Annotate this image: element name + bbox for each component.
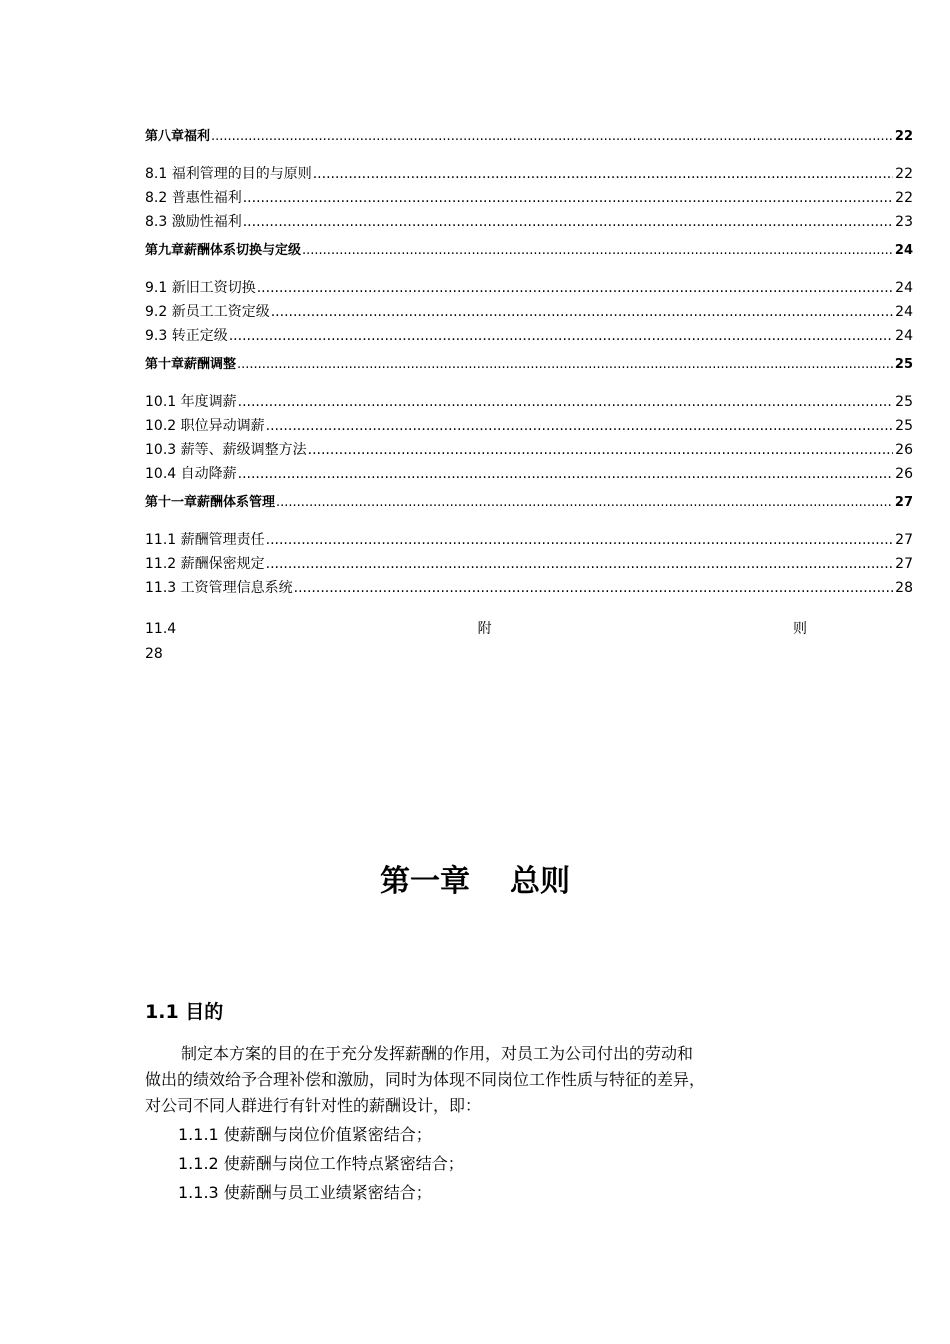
toc-entry-title: 薪酬保密规定 bbox=[180, 556, 265, 572]
toc-chapter-entry[interactable] bbox=[145, 354, 913, 376]
toc-entry[interactable] bbox=[145, 414, 913, 438]
toc-chapter-entry[interactable] bbox=[145, 126, 913, 148]
toc-page-number: 24 bbox=[895, 328, 913, 344]
section-heading: 1.1 目的 bbox=[145, 1001, 224, 1023]
toc-leader-dots bbox=[302, 240, 893, 262]
toc-chapter-title: 第十一章薪酬体系管理 bbox=[145, 495, 276, 510]
toc-entry-number: 11.3 bbox=[145, 580, 177, 596]
toc-page-number: 22 bbox=[894, 129, 913, 144]
toc-entry-title: 职位异动调薪 bbox=[180, 418, 265, 434]
toc-entry-number: 8.3 bbox=[145, 214, 168, 230]
toc-page-number: 22 bbox=[895, 190, 913, 206]
toc-entry-justified[interactable] bbox=[145, 617, 807, 641]
list-item: 1.1.1 使薪酬与岗位价值紧密结合； bbox=[178, 1125, 432, 1144]
toc-page-number: 23 bbox=[895, 214, 913, 230]
toc-page-number: 24 bbox=[895, 280, 913, 296]
table-of-contents bbox=[145, 126, 913, 600]
toc-page-number: 22 bbox=[895, 166, 913, 182]
toc-page-number: 26 bbox=[895, 442, 913, 458]
toc-leader-dots bbox=[238, 462, 894, 486]
chapter-heading-number: 第一章 bbox=[380, 864, 470, 899]
toc-entry-number: 11.1 bbox=[145, 532, 177, 548]
toc-entry-title: 自动降薪 bbox=[180, 466, 237, 482]
toc-entry[interactable] bbox=[145, 210, 913, 234]
toc-page-number: 27 bbox=[895, 532, 913, 548]
toc-entry-title-char: 附 bbox=[477, 621, 492, 637]
toc-entry[interactable] bbox=[145, 186, 913, 210]
paragraph-line: 制定本方案的目的在于充分发挥薪酬的作用，对员工为公司付出的劳动和 bbox=[181, 1044, 694, 1063]
toc-page-number: 28 bbox=[145, 646, 163, 662]
toc-leader-dots bbox=[238, 390, 894, 414]
toc-entry-number: 10.3 bbox=[145, 442, 177, 458]
toc-entry-number: 9.1 bbox=[145, 280, 168, 296]
toc-entry-title-char: 则 bbox=[792, 621, 807, 637]
toc-entry[interactable] bbox=[145, 390, 913, 414]
toc-entry-title: 转正定级 bbox=[171, 328, 228, 344]
toc-leader-dots bbox=[294, 576, 894, 600]
toc-leader-dots bbox=[271, 300, 893, 324]
toc-leader-dots bbox=[266, 414, 894, 438]
toc-page-number: 24 bbox=[895, 304, 913, 320]
toc-page-number: 25 bbox=[895, 394, 913, 410]
toc-entry-number: 10.2 bbox=[145, 418, 177, 434]
toc-entry[interactable] bbox=[145, 162, 913, 186]
toc-leader-dots bbox=[237, 354, 893, 376]
toc-entry-number: 10.1 bbox=[145, 394, 177, 410]
toc-entry-number: 10.4 bbox=[145, 466, 177, 482]
toc-page-number: 28 bbox=[895, 580, 913, 596]
toc-entry[interactable] bbox=[145, 300, 913, 324]
toc-entry-number: 8.1 bbox=[145, 166, 168, 182]
toc-entry[interactable] bbox=[145, 438, 913, 462]
list-item: 1.1.3 使薪酬与员工业绩紧密结合； bbox=[178, 1183, 432, 1202]
toc-leader-dots bbox=[276, 492, 893, 514]
toc-entry-title: 工资管理信息系统 bbox=[180, 580, 293, 596]
toc-chapter-entry[interactable] bbox=[145, 492, 913, 514]
paragraph-line: 对公司不同人群进行有针对性的薪酬设计，即： bbox=[145, 1096, 482, 1115]
toc-leader-dots bbox=[257, 276, 893, 300]
toc-leader-dots bbox=[266, 528, 894, 552]
paragraph-line: 做出的绩效给予合理补偿和激励，同时为体现不同岗位工作性质与特征的差异， bbox=[145, 1070, 706, 1089]
chapter-heading-title: 总则 bbox=[510, 864, 570, 899]
toc-entry-number: 9.3 bbox=[145, 328, 168, 344]
chapter-heading bbox=[0, 858, 950, 906]
toc-leader-dots bbox=[266, 552, 894, 576]
toc-entry-title: 普惠性福利 bbox=[171, 190, 242, 206]
toc-leader-dots bbox=[243, 210, 893, 234]
toc-entry-number: 8.2 bbox=[145, 190, 168, 206]
toc-entry-number: 9.2 bbox=[145, 304, 168, 320]
toc-page-number: 27 bbox=[895, 556, 913, 572]
toc-entry-number: 11.2 bbox=[145, 556, 177, 572]
toc-entry-number: 11.4 bbox=[145, 621, 177, 637]
toc-page-number: 26 bbox=[895, 466, 913, 482]
toc-entry-title: 年度调薪 bbox=[180, 394, 237, 410]
toc-entry-title: 新员工工资定级 bbox=[171, 304, 270, 320]
toc-entry-title: 新旧工资切换 bbox=[171, 280, 256, 296]
toc-page-number: 25 bbox=[895, 418, 913, 434]
toc-page-number: 27 bbox=[894, 495, 913, 510]
toc-entry-title: 激励性福利 bbox=[171, 214, 242, 230]
toc-entry-title: 福利管理的目的与原则 bbox=[171, 166, 312, 182]
toc-entry[interactable] bbox=[145, 576, 913, 600]
toc-leader-dots bbox=[308, 438, 894, 462]
toc-leader-dots bbox=[243, 186, 893, 210]
toc-page-number: 24 bbox=[894, 243, 913, 258]
toc-chapter-title: 第九章薪酬体系切换与定级 bbox=[145, 243, 302, 258]
toc-entry[interactable] bbox=[145, 552, 913, 576]
list-item: 1.1.2 使薪酬与岗位工作特点紧密结合； bbox=[178, 1154, 464, 1173]
toc-entry-title: 薪等、薪级调整方法 bbox=[180, 442, 307, 458]
toc-leader-dots bbox=[211, 126, 893, 148]
toc-chapter-entry[interactable] bbox=[145, 240, 913, 262]
toc-entry[interactable] bbox=[145, 276, 913, 300]
toc-leader-dots bbox=[313, 162, 893, 186]
toc-leader-dots bbox=[229, 324, 893, 348]
toc-chapter-title: 第十章薪酬调整 bbox=[145, 357, 237, 372]
toc-page-number: 25 bbox=[894, 357, 913, 372]
body-paragraph bbox=[145, 1041, 815, 1119]
toc-entry[interactable] bbox=[145, 462, 913, 486]
toc-chapter-title: 第八章福利 bbox=[145, 129, 211, 144]
numbered-list bbox=[178, 1120, 464, 1207]
toc-entry[interactable] bbox=[145, 528, 913, 552]
toc-entry[interactable] bbox=[145, 324, 913, 348]
toc-entry-title: 薪酬管理责任 bbox=[180, 532, 265, 548]
